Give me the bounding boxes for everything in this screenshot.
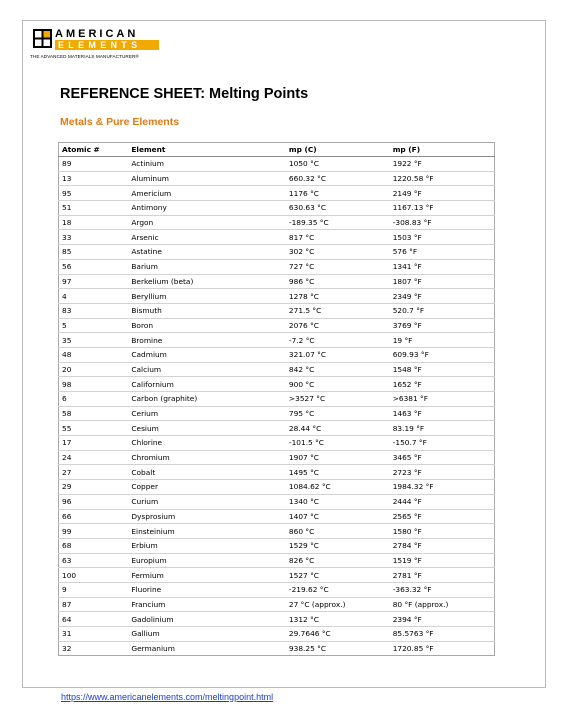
mp-celsius-cell: 1176 °C (286, 186, 390, 201)
table-row (59, 524, 495, 539)
mp-fahrenheit-cell: 1652 °F (390, 377, 495, 392)
element-name-cell: Cesium (128, 421, 286, 436)
mp-celsius-cell: 29.7646 °C (286, 627, 390, 642)
mp-celsius-cell: -189.35 °C (286, 215, 390, 230)
mp-fahrenheit-cell: 1807 °F (390, 274, 495, 289)
table-row (59, 157, 495, 172)
element-name-cell: Carbon (graphite) (128, 392, 286, 407)
mp-celsius-cell: 1495 °C (286, 465, 390, 480)
footer-source-link[interactable]: https://www.americanelements.com/meltingpoint.html (61, 692, 274, 702)
table-row (59, 333, 495, 348)
mp-celsius-cell: 795 °C (286, 406, 390, 421)
element-name-cell: Francium (128, 597, 286, 612)
table-row (59, 303, 495, 318)
table-row (59, 480, 495, 495)
table-row (59, 289, 495, 304)
atomic-number-cell: 27 (59, 465, 129, 480)
mp-celsius-cell: 660.32 °C (286, 171, 390, 186)
mp-fahrenheit-cell: 1220.58 °F (390, 171, 495, 186)
table-row (59, 538, 495, 553)
mp-fahrenheit-cell: 1519 °F (390, 553, 495, 568)
element-name-cell: Arsenic (128, 230, 286, 245)
page-title: REFERENCE SHEET: Melting Points (60, 86, 309, 102)
table-row (59, 201, 495, 216)
mp-celsius-cell: 900 °C (286, 377, 390, 392)
mp-fahrenheit-cell: 1720.85 °F (392, 644, 434, 654)
mp-fahrenheit-cell: 1548 °F (390, 362, 495, 377)
table-row (59, 406, 495, 421)
mp-fahrenheit-cell: -150.7 °F (390, 436, 495, 451)
atomic-number-cell: 33 (59, 230, 129, 245)
mp-celsius-cell: 986 °C (286, 274, 390, 289)
table-row (59, 582, 495, 597)
table-row (59, 377, 495, 392)
atomic-number-cell: 56 (59, 259, 129, 274)
table-row (59, 494, 495, 509)
mp-celsius-cell: 1278 °C (286, 289, 390, 304)
element-name-cell: Erbium (128, 538, 286, 553)
element-name-cell: Cerium (128, 406, 286, 421)
mp-fahrenheit-cell: 2781 °F (390, 568, 495, 583)
atomic-number-cell: 87 (59, 597, 129, 612)
logo-grid-icon (33, 29, 52, 48)
mp-fahrenheit-cell: 1922 °F (390, 157, 495, 172)
element-name-cell: Fermium (128, 568, 286, 583)
table-row (59, 362, 495, 377)
mp-celsius-cell: 1050 °C (286, 157, 390, 172)
table-row (59, 421, 495, 436)
element-name-cell: Boron (128, 318, 286, 333)
atomic-number-cell: 24 (59, 450, 129, 465)
mp-celsius-cell: -101.5 °C (286, 436, 390, 451)
element-name-cell: Chromium (128, 450, 286, 465)
atomic-number-cell: 13 (59, 171, 129, 186)
element-name-cell: Chlorine (128, 436, 286, 451)
element-name-cell: Cadmium (128, 347, 286, 362)
mp-celsius-cell: 1529 °C (286, 538, 390, 553)
mp-fahrenheit-cell: -308.83 °F (390, 215, 495, 230)
atomic-number-cell: 63 (59, 553, 129, 568)
section-subtitle: Metals & Pure Elements (60, 116, 180, 128)
atomic-number-cell: 48 (59, 347, 129, 362)
mp-celsius-cell: 826 °C (286, 553, 390, 568)
mp-fahrenheit-cell: 2149 °F (390, 186, 495, 201)
atomic-number-cell: 4 (59, 289, 129, 304)
logo-tagline: THE ADVANCED MATERIALS MANUFACTURER® (30, 54, 139, 59)
mp-celsius-cell: 27 °C (approx.) (286, 597, 390, 612)
table-row (59, 392, 495, 407)
logo-line-1: AMERICAN (55, 28, 139, 40)
header-mp-fahrenheit: mp (F) (390, 143, 495, 157)
table-row (59, 568, 495, 583)
table-row (59, 465, 495, 480)
table-row (59, 171, 495, 186)
mp-fahrenheit-cell: 2444 °F (390, 494, 495, 509)
mp-fahrenheit-cell: 2565 °F (390, 509, 495, 524)
element-name-cell: Cobalt (128, 465, 286, 480)
mp-celsius-cell: -219.62 °C (286, 582, 390, 597)
element-name-cell: Europium (128, 553, 286, 568)
table-row (59, 450, 495, 465)
element-name-cell: Bromine (128, 333, 286, 348)
element-name-cell: Californium (128, 377, 286, 392)
mp-fahrenheit-cell: 3465 °F (390, 450, 495, 465)
table-row (59, 259, 495, 274)
element-name-cell: Gallium (128, 627, 286, 642)
header-atomic-number: Atomic # (59, 143, 129, 157)
mp-celsius-cell: -7.2 °C (286, 333, 390, 348)
element-name-cell: Americium (128, 186, 286, 201)
mp-celsius-cell: 1527 °C (286, 568, 390, 583)
element-name-cell: Fluorine (128, 582, 286, 597)
header-mp-celsius: mp (C) (286, 143, 390, 157)
mp-celsius-cell: 28.44 °C (286, 421, 390, 436)
table-row (59, 553, 495, 568)
melting-points-table (58, 142, 495, 656)
atomic-number-cell: 95 (59, 186, 129, 201)
atomic-number-cell: 31 (59, 627, 129, 642)
element-name-cell: Argon (128, 215, 286, 230)
mp-fahrenheit-cell: 1984.32 °F (390, 480, 495, 495)
mp-fahrenheit-cell: 1580 °F (390, 524, 495, 539)
table-row (59, 627, 495, 642)
element-name-cell: Gadolinium (128, 612, 286, 627)
mp-celsius-cell: 1907 °C (286, 450, 390, 465)
element-name-cell: Bismuth (128, 303, 286, 318)
element-name-cell: Antimony (128, 201, 286, 216)
table-row (59, 641, 495, 656)
mp-celsius-cell: 271.5 °C (286, 303, 390, 318)
mp-fahrenheit-cell: 609.93 °F (390, 347, 495, 362)
element-name-cell: Copper (128, 480, 286, 495)
mp-celsius-cell: 630.63 °C (286, 201, 390, 216)
mp-fahrenheit-cell: 80 °F (approx.) (390, 597, 495, 612)
element-name-cell: Beryllium (128, 289, 286, 304)
mp-celsius-cell: 938.25 °C (288, 644, 326, 654)
table-header-row (59, 143, 495, 157)
atomic-number-cell: 35 (59, 333, 129, 348)
mp-celsius-cell: 1312 °C (286, 612, 390, 627)
mp-celsius-cell: 1084.62 °C (286, 480, 390, 495)
table-row (59, 186, 495, 201)
atomic-number-cell: 9 (59, 582, 129, 597)
element-name-cell: Barium (128, 259, 286, 274)
atomic-number-cell: 89 (59, 157, 129, 172)
mp-fahrenheit-cell: 1167.13 °F (390, 201, 495, 216)
atomic-number-cell: 98 (59, 377, 129, 392)
mp-celsius-cell: 1340 °C (286, 494, 390, 509)
mp-fahrenheit-cell: 576 °F (390, 245, 495, 260)
table-row (59, 245, 495, 260)
atomic-number-cell: 5 (59, 318, 129, 333)
mp-celsius-cell: 727 °C (286, 259, 390, 274)
table-row (59, 509, 495, 524)
table-row (59, 230, 495, 245)
mp-fahrenheit-cell: 2784 °F (390, 538, 495, 553)
atomic-number-cell: 68 (59, 538, 129, 553)
element-name-cell: Actinium (128, 157, 286, 172)
mp-fahrenheit-cell: 1463 °F (390, 406, 495, 421)
atomic-number-cell: 51 (59, 201, 129, 216)
mp-fahrenheit-cell: -363.32 °F (390, 582, 495, 597)
element-name-cell: Germanium (131, 644, 175, 654)
header-element: Element (128, 143, 286, 157)
element-name-cell: Curium (128, 494, 286, 509)
atomic-number-cell: 17 (59, 436, 129, 451)
atomic-number-cell: 64 (59, 612, 129, 627)
mp-fahrenheit-cell: 85.5763 °F (390, 627, 495, 642)
mp-celsius-cell: 1407 °C (286, 509, 390, 524)
mp-celsius-cell: 860 °C (286, 524, 390, 539)
mp-celsius-cell: 2076 °C (286, 318, 390, 333)
mp-fahrenheit-cell: 2349 °F (390, 289, 495, 304)
atomic-number-cell: 55 (59, 421, 129, 436)
element-name-cell: Aluminum (128, 171, 286, 186)
mp-fahrenheit-cell: >6381 °F (390, 392, 495, 407)
atomic-number-cell: 32 (62, 644, 72, 654)
atomic-number-cell: 20 (59, 362, 129, 377)
table-row (59, 274, 495, 289)
mp-celsius-cell: 842 °C (286, 362, 390, 377)
element-name-cell: Calcium (128, 362, 286, 377)
mp-fahrenheit-cell: 520.7 °F (390, 303, 495, 318)
american-elements-logo (30, 28, 203, 65)
atomic-number-cell: 85 (59, 245, 129, 260)
atomic-number-cell: 97 (59, 274, 129, 289)
atomic-number-cell: 83 (59, 303, 129, 318)
mp-fahrenheit-cell: 2723 °F (390, 465, 495, 480)
mp-fahrenheit-cell: 3769 °F (390, 318, 495, 333)
table-row (59, 347, 495, 362)
reference-sheet-page (22, 20, 546, 688)
table-row (59, 318, 495, 333)
atomic-number-cell: 99 (59, 524, 129, 539)
mp-fahrenheit-cell: 1341 °F (390, 259, 495, 274)
atomic-number-cell: 29 (59, 480, 129, 495)
logo-line-2: ELEMENTS (55, 40, 159, 50)
mp-fahrenheit-cell: 1503 °F (390, 230, 495, 245)
element-name-cell: Astatine (128, 245, 286, 260)
mp-fahrenheit-cell: 19 °F (390, 333, 495, 348)
atomic-number-cell: 66 (59, 509, 129, 524)
atomic-number-cell: 96 (59, 494, 129, 509)
atomic-number-cell: 18 (59, 215, 129, 230)
mp-celsius-cell: >3527 °C (286, 392, 390, 407)
mp-fahrenheit-cell: 83.19 °F (390, 421, 495, 436)
table-row (59, 215, 495, 230)
atomic-number-cell: 6 (59, 392, 129, 407)
table-row (59, 597, 495, 612)
atomic-number-cell: 100 (59, 568, 129, 583)
element-name-cell: Berkelium (beta) (128, 274, 286, 289)
table-row (59, 612, 495, 627)
table-body (59, 157, 495, 656)
table-row (59, 436, 495, 451)
mp-celsius-cell: 302 °C (286, 245, 390, 260)
element-name-cell: Dysprosium (128, 509, 286, 524)
element-name-cell: Einsteinium (128, 524, 286, 539)
mp-celsius-cell: 817 °C (286, 230, 390, 245)
mp-celsius-cell: 321.07 °C (286, 347, 390, 362)
mp-fahrenheit-cell: 2394 °F (390, 612, 495, 627)
atomic-number-cell: 58 (59, 406, 129, 421)
